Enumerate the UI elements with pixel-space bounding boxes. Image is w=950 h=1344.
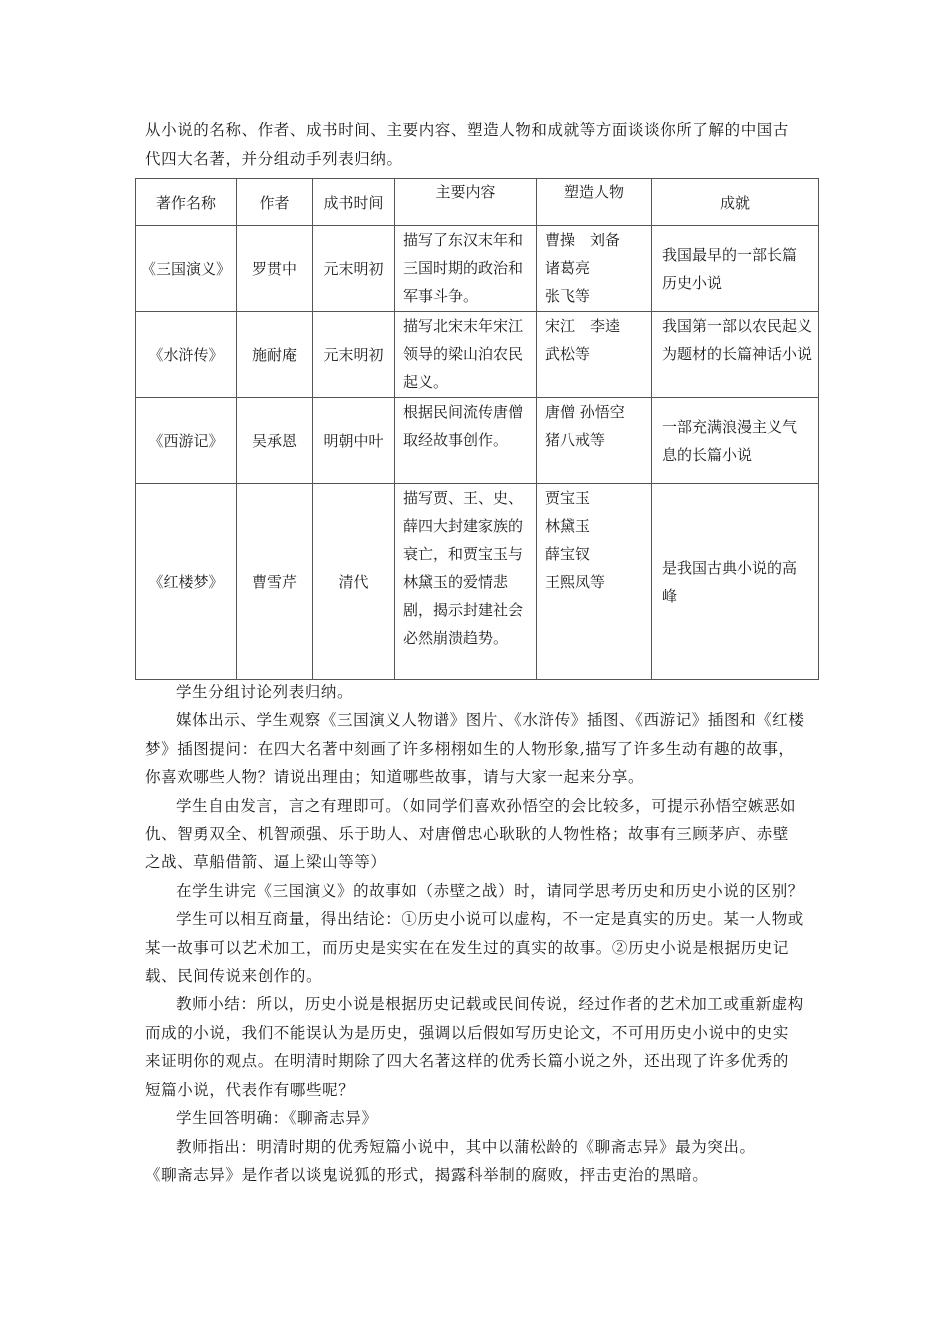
header-characters: 塑造人物 [537,179,652,226]
paragraph-conclusion: 学生可以相互商量，得出结论：①历史小说可以虚构，不一定是真实的历史。某一人物或某一故事可以艺术加工，而历史是实实在在发生过的真实的故事。②历史小说是根据历史记载、民间传说来创作的。 [145,910,804,986]
table-header-row [136,179,819,226]
cell-name: 《三国演义》 [136,226,237,312]
table-row [136,226,819,312]
cell-author: 曹雪芹 [237,484,313,680]
paragraph-student-answer: 学生回答明确：《聊斋志异》 [176,1109,378,1128]
cell-characters: 宋江 李逵 武松等 [537,312,652,398]
cell-name: 《西游记》 [136,398,237,484]
cell-content: 根据民间流传唐僧取经故事创作。 [395,398,537,484]
paragraph-student-speech: 学生自由发言，言之有理即可。（如同学们喜欢孙悟空的会比较多，可提示孙悟空嫉恶如仇、智勇双全、机智顽强、乐于助人、对唐僧忠心耿耿的人物性格；故事有三顾茅庐、赤壁之战、草船借箭、逼上梁山等等） [145,796,797,872]
header-author: 作者 [237,179,313,226]
paragraph-group-discussion: 学生分组讨论列表归纳。 [176,683,354,701]
cell-achievement: 我国最早的一部长篇历史小说 [652,226,819,312]
paragraph-liaozhai-desc: 《聊斋志异》是作者以谈鬼说狐的形式，揭露科举制的腐败，抨击吏治的黑暗。 [145,1165,709,1184]
cell-characters: 唐僧 孙悟空 猪八戒等 [537,398,652,484]
paragraph-teacher-note: 教师指出：明清时期的优秀短篇小说中，其中以蒲松龄的《聊斋志异》最为突出。 [176,1137,756,1156]
cell-characters: 曹操 刘备 诸葛亮 张飞等 [537,226,652,312]
header-achievement: 成就 [652,179,819,226]
cell-content: 描写北宋末年宋江领导的梁山泊农民起义。 [395,312,537,398]
cell-name: 《红楼梦》 [136,484,237,680]
header-content: 主要内容 [395,179,537,226]
cell-achievement: 一部充满浪漫主义气息的长篇小说 [652,398,819,484]
cell-content: 描写了东汉末年和三国时期的政治和军事斗争。 [395,226,537,312]
lesson-body [145,678,805,1189]
cell-author: 施耐庵 [237,312,313,398]
cell-name: 《水浒传》 [136,312,237,398]
cell-time: 元末明初 [313,226,395,312]
header-title: 著作名称 [136,179,237,226]
cell-author: 罗贯中 [237,226,313,312]
cell-characters: 贾宝玉 林黛玉 薛宝钗 王熙凤等 [537,484,652,680]
paragraph-history-question: 在学生讲完《三国演义》的故事如（赤壁之战）时，请同学思考历史和历史小说的区别？ [176,881,804,900]
cell-author: 吴承恩 [237,398,313,484]
paragraph-media-question: 媒体出示、学生观察《三国演义人物谱》图片、《水浒传》插图、《西游记》插图和《红楼梦》插图提问：在四大名著中刻画了许多栩栩如生的人物形象,描写了许多生动有趣的故事，你喜欢哪些人物？请说出理由；知道哪些故事，请与大家一起来分享。 [145,711,805,787]
cell-time: 清代 [313,484,395,680]
four-classics-table [135,178,819,680]
paragraph-teacher-summary: 教师小结：所以，历史小说是根据历史记载或民间传说，经过作者的艺术加工或重新虚构而成的小说，我们不能误认为是历史，强调以后假如写历史论文，不可用历史小说中的史实来证明你的观点。在明清时期除了四大名著这样的优秀长篇小说之外，还出现了许多优秀的短篇小说，代表作有哪些呢？ [145,995,804,1099]
cell-achievement: 是我国古典小说的高峰 [652,484,819,680]
table-row [136,398,819,484]
header-time: 成书时间 [313,179,395,226]
cell-time: 元末明初 [313,312,395,398]
intro-paragraph: 从小说的名称、作者、成书时间、主要内容、塑造人物和成就等方面谈谈你所了解的中国古代四大名著，并分组动手列表归纳。 [145,121,790,168]
cell-content: 描写贾、王、史、薛四大封建家族的衰亡，和贾宝玉与林黛玉的爱情悲剧，揭示封建社会必然崩溃趋势。 [395,484,537,680]
cell-time: 明朝中叶 [313,398,395,484]
table-row [136,312,819,398]
table-row [136,484,819,680]
cell-achievement: 我国第一部以农民起义为题材的长篇神话小说 [652,312,819,398]
